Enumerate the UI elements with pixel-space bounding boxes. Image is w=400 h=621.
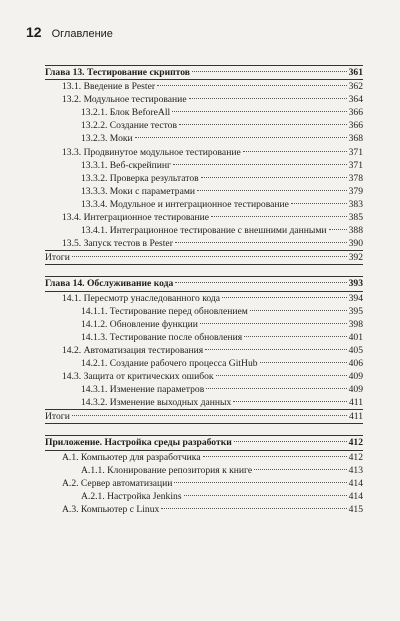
toc-chapter-block — [45, 276, 363, 435]
toc-entry-page: 362 — [348, 81, 363, 93]
dot-leader — [260, 362, 347, 363]
toc-entry-title: Приложение. Настройка среды разработки — [45, 437, 232, 449]
dot-leader — [211, 216, 347, 217]
toc-entry-page: 406 — [348, 357, 363, 369]
toc-entry-title: А.1.1. Клонирование репозитория к книге — [81, 464, 253, 476]
toc-chapter-heading — [45, 66, 363, 79]
toc-entry-page: 414 — [348, 477, 363, 489]
toc-entry-page: 409 — [348, 384, 363, 396]
toc-entry-page: 409 — [348, 371, 363, 383]
dot-leader — [254, 469, 346, 470]
toc-entry — [45, 477, 363, 490]
toc-entry-page: 385 — [348, 212, 363, 224]
toc-entry-page: 371 — [348, 146, 363, 158]
toc-entry-page: 398 — [348, 318, 363, 330]
dot-leader — [222, 297, 347, 298]
toc-entry-page: 379 — [348, 185, 363, 197]
toc-entry-title: Итоги — [45, 252, 70, 264]
toc-entry-title: Итоги — [45, 411, 70, 423]
toc-entry — [45, 119, 363, 132]
toc-chapter-heading — [45, 436, 363, 449]
table-of-contents — [45, 65, 363, 516]
dot-leader — [206, 388, 346, 389]
toc-entry-page: 366 — [348, 120, 363, 132]
toc-entry — [45, 172, 363, 185]
toc-entry-title: 14.3. Защита от критических ошибок — [62, 371, 214, 383]
toc-entry-title: 14.2. Автоматизация тестирования — [62, 344, 204, 356]
toc-entry-title: А.3. Компьютер с Linux — [62, 503, 160, 515]
toc-entry — [45, 106, 363, 119]
toc-entry-page: 412 — [348, 451, 363, 463]
dot-leader — [200, 323, 347, 324]
dot-leader — [175, 242, 347, 243]
toc-entry-title: 13.3.3. Моки с параметрами — [81, 185, 196, 197]
toc-entry-title: 13.2.2. Создание тестов — [81, 120, 177, 132]
toc-entry — [45, 185, 363, 198]
dot-leader — [179, 124, 347, 125]
toc-entry — [45, 383, 363, 396]
dot-leader — [205, 349, 346, 350]
spacer — [45, 265, 363, 276]
toc-entry-page: 413 — [348, 464, 363, 476]
toc-entry-title: 13.2.1. Блок BeforeAll — [81, 107, 171, 119]
toc-entry — [45, 198, 363, 211]
toc-entry-page: 390 — [348, 238, 363, 250]
toc-entry-page: 411 — [348, 397, 363, 409]
dot-leader — [172, 111, 346, 112]
toc-entry-title: 14.1.3. Тестирование после обновления — [81, 331, 243, 343]
toc-entry — [45, 464, 363, 477]
dot-leader — [72, 256, 347, 257]
toc-entry-title: А.2. Сервер автоматизации — [62, 477, 173, 489]
toc-entry-title: Глава 13. Тестирование скриптов — [45, 67, 190, 78]
toc-entry — [45, 318, 363, 331]
toc-entry — [45, 396, 363, 409]
toc-entry-title: 14.1.2. Обновление функции — [81, 318, 198, 330]
dot-leader — [291, 203, 347, 204]
toc-entry-page: 393 — [348, 278, 363, 290]
toc-entry-title: Глава 14. Обслуживание кода — [45, 278, 174, 290]
toc-entry-title: 13.4.1. Интеграционное тестирование с внешними данными — [81, 225, 327, 237]
toc-entry — [45, 159, 363, 172]
page-number: 12 — [26, 24, 42, 40]
toc-entry-page: 394 — [348, 292, 363, 304]
toc-entry-page: 392 — [348, 252, 363, 264]
dot-leader — [72, 415, 347, 416]
toc-entry-page: 366 — [348, 107, 363, 119]
toc-entry — [45, 80, 363, 93]
toc-entry-title: 14.3.2. Изменение выходных данных — [81, 397, 232, 409]
dot-leader — [244, 336, 346, 337]
dot-leader — [157, 85, 347, 86]
dot-leader — [192, 71, 347, 72]
toc-entry — [45, 292, 363, 305]
toc-entry-page: 371 — [348, 159, 363, 171]
dot-leader — [250, 310, 347, 311]
toc-entry-page: 364 — [348, 94, 363, 106]
running-title: Оглавление — [51, 28, 113, 40]
toc-entry — [45, 251, 363, 264]
toc-entry-title: 13.3.1. Веб-скрейпинг — [81, 159, 171, 171]
dot-leader — [175, 282, 346, 283]
dot-leader — [184, 495, 347, 496]
toc-entry-title: А.1. Компьютер для разработчика — [62, 451, 201, 463]
dot-leader — [233, 401, 347, 402]
toc-entry — [45, 224, 363, 237]
toc-entry-title: 14.1.1. Тестирование перед обновлением — [81, 305, 248, 317]
toc-entry-title: 13.5. Запуск тестов в Pester — [62, 238, 173, 250]
toc-entry — [45, 331, 363, 344]
dot-leader — [173, 164, 347, 165]
toc-chapter-block — [45, 65, 363, 276]
toc-entry — [45, 93, 363, 106]
toc-chapter-block — [45, 435, 363, 516]
toc-entry-page: 361 — [348, 67, 363, 78]
toc-entry — [45, 146, 363, 159]
toc-entry — [45, 410, 363, 423]
toc-entry-title: 14.1. Пересмотр унаследованного кода — [62, 292, 221, 304]
toc-entry-page: 414 — [348, 490, 363, 502]
toc-entry-title: 13.3.2. Проверка результатов — [81, 172, 199, 184]
toc-entry-page: 412 — [348, 437, 363, 449]
toc-entry-page: 401 — [348, 331, 363, 343]
toc-entry-title: 14.2.1. Создание рабочего процесса GitHub — [81, 357, 258, 369]
toc-entry-page: 378 — [348, 172, 363, 184]
dot-leader — [203, 456, 347, 457]
dot-leader — [189, 98, 347, 99]
toc-entry — [45, 357, 363, 370]
toc-entry-page: 368 — [348, 133, 363, 145]
toc-entry — [45, 305, 363, 318]
toc-entry-title: 13.2.3. Моки — [81, 133, 133, 145]
spacer — [45, 424, 363, 435]
dot-leader — [201, 177, 347, 178]
dot-leader — [197, 190, 347, 191]
toc-entry-page: 411 — [348, 411, 363, 423]
dot-leader — [174, 482, 346, 483]
toc-entry-title: 14.3.1. Изменение параметров — [81, 384, 205, 396]
toc-entry — [45, 132, 363, 145]
dot-leader — [243, 151, 347, 152]
toc-entry-page: 388 — [348, 225, 363, 237]
toc-entry — [45, 451, 363, 464]
toc-entry-title: 13.4. Интеграционное тестирование — [62, 212, 210, 224]
dot-leader — [216, 375, 347, 376]
dot-leader — [234, 441, 347, 442]
toc-entry — [45, 211, 363, 224]
page-header — [26, 24, 113, 40]
toc-entry-page: 383 — [348, 198, 363, 210]
toc-entry-title: 13.1. Введение в Pester — [62, 81, 156, 93]
toc-entry — [45, 237, 363, 250]
toc-entry — [45, 344, 363, 357]
toc-entry-page: 405 — [348, 344, 363, 356]
toc-entry-page: 395 — [348, 305, 363, 317]
toc-entry-title: А.2.1. Настройка Jenkins — [81, 490, 182, 502]
toc-entry — [45, 490, 363, 503]
toc-entry-title: 13.3.4. Модульное и интеграционное тестирование — [81, 198, 289, 210]
dot-leader — [329, 229, 347, 230]
dot-leader — [161, 508, 346, 509]
dot-leader — [135, 137, 347, 138]
toc-entry — [45, 503, 363, 516]
toc-chapter-heading — [45, 277, 363, 290]
toc-entry-title: 13.3. Продвинутое модульное тестирование — [62, 146, 241, 158]
toc-entry-page: 415 — [348, 503, 363, 515]
toc-entry — [45, 370, 363, 383]
toc-entry-title: 13.2. Модульное тестирование — [62, 94, 187, 106]
